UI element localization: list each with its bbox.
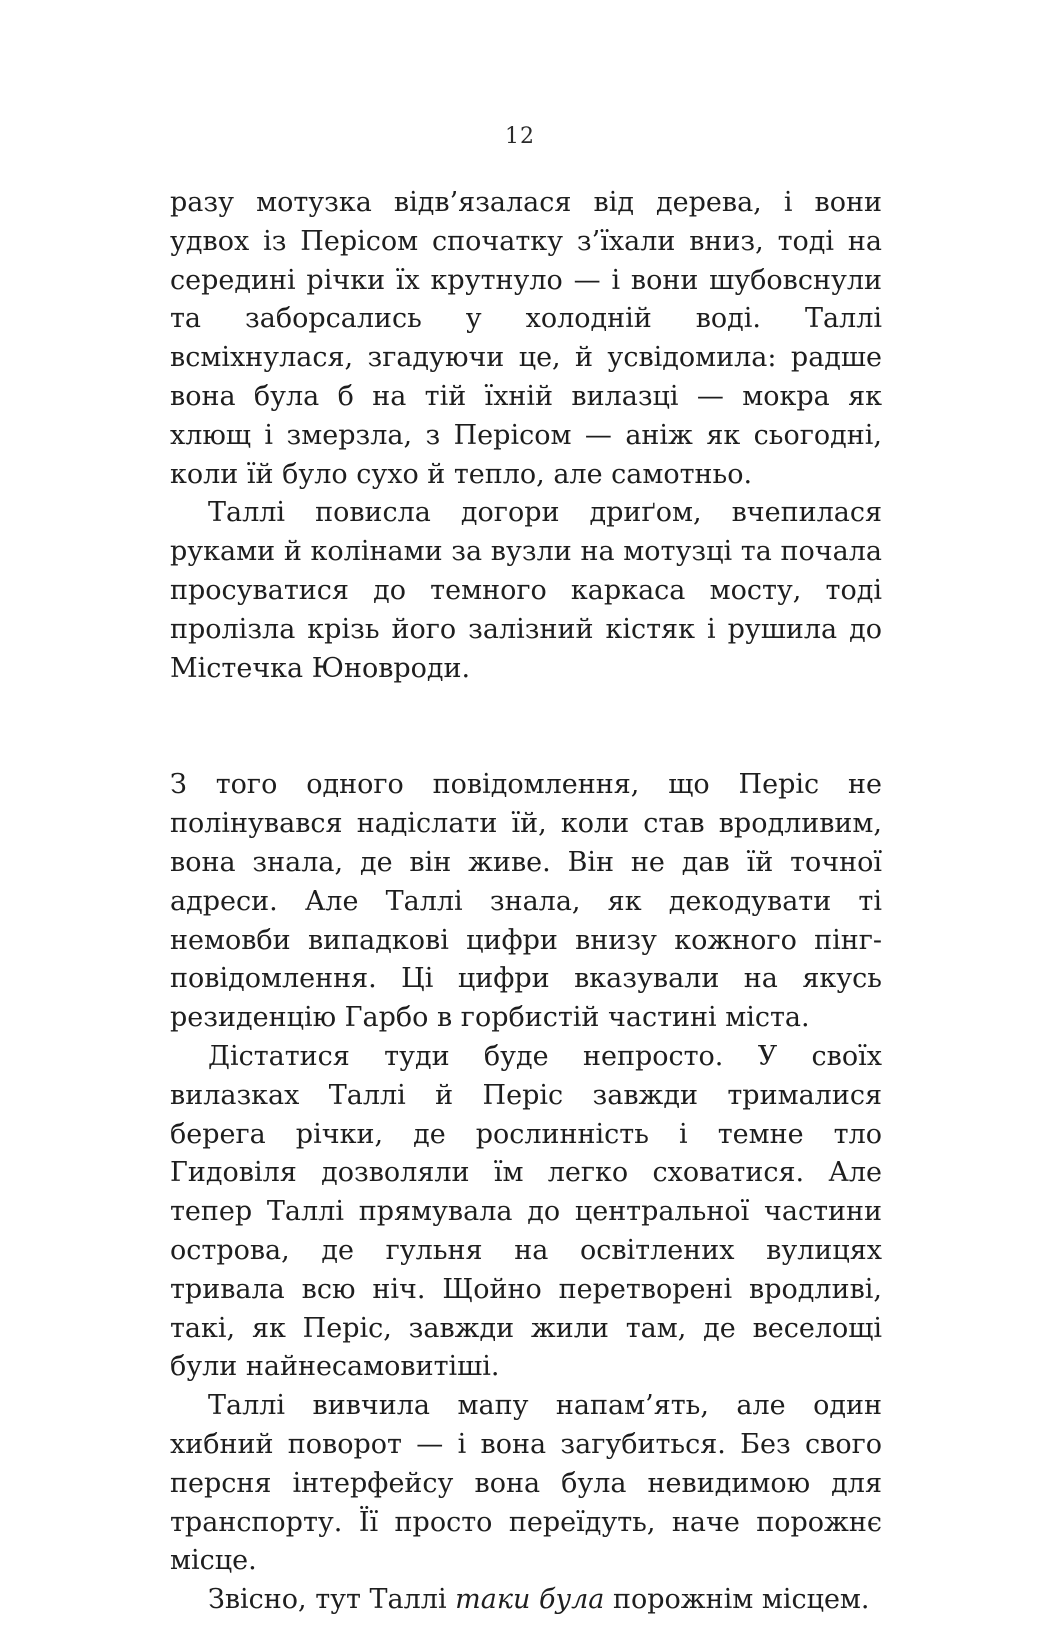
page-number: 12	[505, 124, 535, 149]
paragraph	[170, 766, 882, 1038]
paragraph	[170, 1387, 882, 1581]
text-segment: Звісно, тут Таллі	[208, 1584, 456, 1616]
text-segment: Таллі повисла догори дриґом, вчепилася руками й колінами за вузли на мотузці та почала просуватися до темного каркаса мосту, тоді пролізла крізь його залізний кістяк і рушила до Містечка Юновроди.	[170, 497, 882, 684]
text-segment: Таллі вивчила мапу напам’ять, але один хибний поворот — і вона загубиться. Без свого персня інтерфейсу вона була невидимою для транспорту. Її просто переїдуть, наче порожнє місце.	[170, 1390, 882, 1577]
paragraph	[170, 184, 882, 494]
italic-text: таки була	[455, 1584, 605, 1616]
text-segment: З того одного повідомлення, що Періс не полінувався надіслати їй, коли став вродливим, вона знала, де він живе. Він не дав їй точної адреси. Але Таллі знала, як декодувати ті немовби випадкові цифри внизу кожного пінг-повідомлення. Ці цифри вказували на якусь резиденцію Гарбо в горбистій частині міста.	[170, 769, 882, 1034]
text-content	[170, 184, 882, 1620]
paragraph	[170, 1581, 882, 1620]
text-segment: разу мотузка відв’язалася від дерева, і вони удвох із Перісом спочатку з’їхали вниз, тоді на середині річки їх крутнуло — і вони шубовснули та заборсались у холодній воді. Таллі всміхнулася, згадуючи це, й усвідомила: радше вона була б на тій їхній вилазці — мокра як хлющ і змерзла, з Перісом — аніж як сьогодні, коли їй було сухо й тепло, але самотньо.	[170, 187, 882, 490]
text-segment: Дістатися туди буде непросто. У своїх вилазках Таллі й Періс завжди трималися берега річки, де рослинність і темне тло Гидовіля дозволяли їм легко сховатися. Але тепер Таллі прямувала до центральної частини острова, де гульня на освітлених вулицях тривала всю ніч. Щойно перетворені вродливі, такі, як Періс, завжди жили там, де веселощі були найнесамовитіші.	[170, 1040, 882, 1383]
paragraph	[170, 494, 882, 688]
paragraph	[170, 1038, 882, 1387]
text-segment: порожнім місцем.	[604, 1584, 870, 1616]
